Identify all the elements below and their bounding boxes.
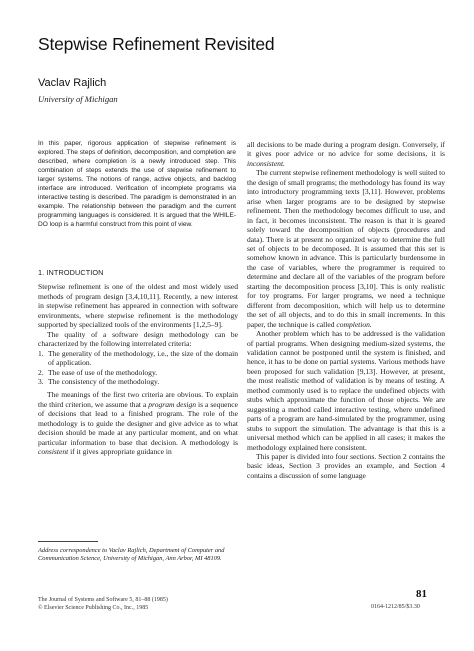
abstract: In this paper, rigorous application of stepwise refinement is explored. The steps of definition, decomposition, and completion are described, where completion is a newly introduced step. This combination of steps extends the use of stepwise refinement to larger systems. The notions of range, active objects, and backlog interface are introduced. Verification of incomplete programs via interactive testing is described. The paradigm is demonstrated in an example. The relationship between the paradigm and the current programming languages is considered. It is argued that the WHILE-DO loop is a harmful construct from this point of view.	[38, 140, 236, 229]
right-paragraph-1	[247, 140, 445, 168]
emphasis-completion: completion.	[336, 319, 372, 329]
list-item-number: 1.	[38, 348, 44, 358]
journal-citation: The Journal of Systems and Software 5, 81–88 (1985)	[38, 597, 168, 603]
right-paragraph-4: This paper is divided into four sections. Section 2 contains the basic ideas, Section 3 provides an example, and Section 4 contains a discussion of some language	[247, 451, 445, 480]
copyright-line: © Elsevier Science Publishing Co., Inc., 1985	[38, 604, 149, 611]
right-column	[247, 140, 445, 480]
text-run: The current stepwise refinement methodology is well suited to the design of small programs; the methodology has found its way into introductory programming texts [3,11]. However, problems arise when larger programs are to be designed by stepwise refinement. Then the methodology becomes difficult to use, and in fact, it becomes inconsistent. The reason is that it is geared solely toward the decomposition of objects (procedures and data). There is at present no organized way to determine the full set of objects to be decomposed. It is assumed that this set is somehow known in advance. This is particularly burdensome in the case of variables, where the programmer is required to determine and declare all of the variables of the program before starting the decomposition process [3,10]. This is only realistic for toy programs. For larger programs, we need a technique different from decomposition, which will help us to determine the set of all objects, and to do this in small increments. In this paper, the technique is called	[247, 168, 445, 329]
text-run: all decisions to be made during a program design. Conversely, if it gives poor advice or no advice for some decisions, it is	[247, 140, 445, 159]
list-item-number: 3.	[38, 376, 44, 386]
intro-paragraph-3	[38, 390, 238, 456]
emphasis-inconsistent: inconsistent.	[247, 158, 285, 168]
section-heading: 1. INTRODUCTION	[38, 268, 104, 277]
right-paragraph-2	[247, 168, 445, 329]
journal-info	[38, 597, 258, 613]
paper-title: Stepwise Refinement Revisited	[38, 34, 275, 54]
list-item	[38, 377, 238, 386]
text-run: The meanings of the first two criteria are obvious. To explain the third criterion, we assume that a	[38, 390, 238, 409]
intro-paragraph-1: Stepwise refinement is one of the oldest and most widely used methods of program design [3,4,10,11]. Recently, a new interest in stepwise refinement has appeared in connection with software environments, where stepwise refinement is the methodology supported by specialized tools of the environments [1,2,5–9].	[38, 282, 238, 330]
footnote-rule	[38, 541, 98, 542]
emphasis-consistent: consistent	[38, 447, 69, 457]
list-item	[38, 368, 238, 377]
page-number: 81	[416, 588, 427, 600]
list-item-text: The consistency of the methodology.	[48, 376, 160, 386]
emphasis-program-design: program design	[148, 399, 197, 409]
text-run: if it gives appropriate guidance in	[68, 447, 172, 457]
list-item	[38, 349, 238, 368]
right-paragraph-3: Another problem which has to be addressed is the validation of partial programs. When designing medium-sized systems, the validation cannot be postponed until the system is finished, and hence, it has to be done on partial systems. Various methods have been proposed for such validation [9,13]. However, at present, the most realistic method of validation is by means of testing. A method commonly used is to replace the undefined objects with stubs which approximate the function of those objects. We are suggesting a method called interactive testing, where undefined parts of a program are hand-simulated by the programmer, using stubs to support the simulation. The advantage is that this is a universal method which can be applied in all cases; it makes the methodology explained here consistent.	[247, 329, 445, 452]
list-item-text: The generality of the methodology, i.e., the size of the domain of application.	[48, 348, 238, 368]
intro-paragraph-2: The quality of a software design methodology can be characterized by the following interrelated criteria:	[38, 329, 238, 349]
list-item-text: The ease of use of the methodology.	[48, 367, 158, 377]
text-run: is a sequence of decisions that lead to a finished program. The role of the methodology is to guide the designer and give advice as to what decision should be made at any particular moment, and on what particular information to base that decision. A methodology is	[38, 399, 238, 447]
criteria-list	[38, 349, 238, 387]
author-affiliation: University of Michigan	[38, 94, 118, 104]
correspondence-address: Address correspondence to Vaclav Rajlich, Department of Computer and Communication Science, University of Michigan, Ann Arbor, MI 48109.	[38, 547, 225, 563]
author-name: Vaclav Rajlich	[38, 77, 107, 89]
list-item-number: 2.	[38, 367, 44, 377]
issn-code: 0164-1212/85/$3.30	[371, 604, 420, 610]
left-column	[38, 268, 238, 457]
